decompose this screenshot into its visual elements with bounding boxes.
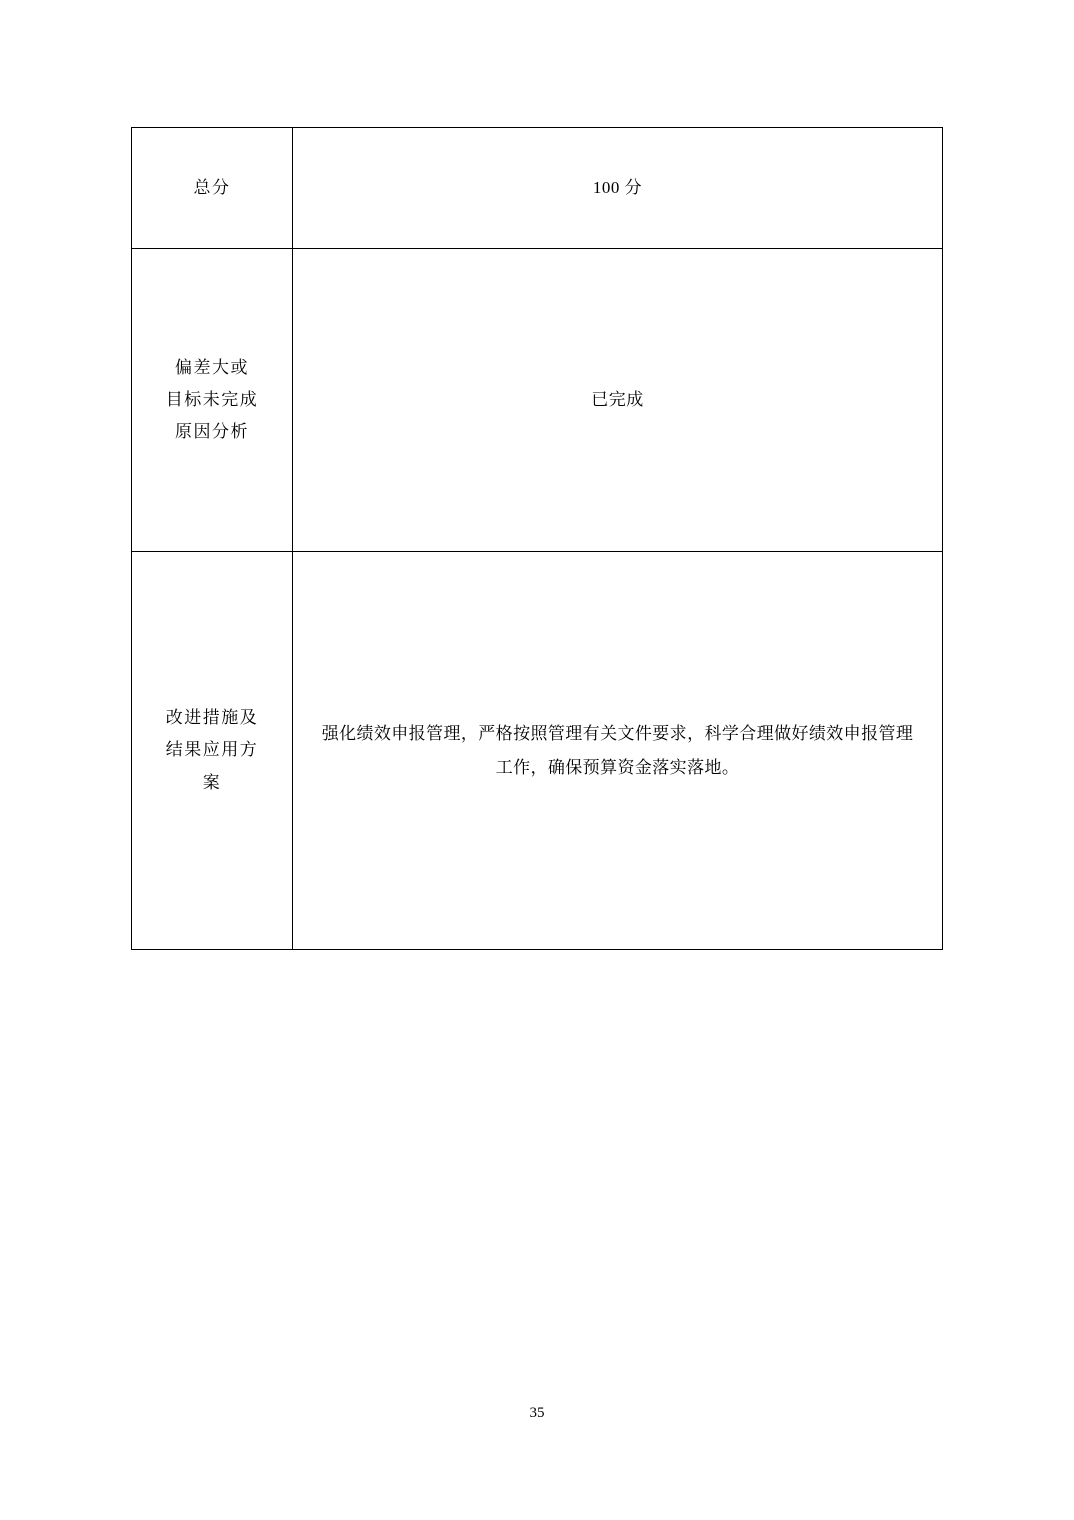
table-row-total-score bbox=[132, 128, 943, 249]
label-text-line-3: 原因分析 bbox=[175, 422, 249, 442]
label-text-line-1: 改进措施及 bbox=[165, 708, 259, 728]
label-text-line-2: 目标未完成 bbox=[165, 389, 259, 409]
value-text: 已完成 bbox=[591, 389, 644, 409]
label-text-line-3: 案 bbox=[202, 772, 222, 792]
label-text-line-1: 偏差大或 bbox=[175, 357, 249, 377]
performance-evaluation-table bbox=[131, 127, 943, 950]
value-text: 强化绩效申报管理，严格按照管理有关文件要求，科学合理做好绩效申报管理工作，确保预算资金落实落地。 bbox=[321, 723, 914, 777]
page-number: 35 bbox=[529, 1405, 545, 1421]
row-value-improvement-measures bbox=[293, 552, 943, 950]
value-text: 100 分 bbox=[592, 177, 643, 197]
row-value-total-score bbox=[293, 128, 943, 249]
table-row-deviation-reason bbox=[132, 249, 943, 552]
label-text: 总分 bbox=[193, 177, 231, 197]
row-value-deviation-reason bbox=[293, 249, 943, 552]
row-label-deviation-reason bbox=[132, 249, 293, 552]
table-row-improvement-measures bbox=[132, 552, 943, 950]
label-text-line-2: 结果应用方 bbox=[165, 740, 259, 760]
row-label-total-score bbox=[132, 128, 293, 249]
row-label-improvement-measures bbox=[132, 552, 293, 950]
